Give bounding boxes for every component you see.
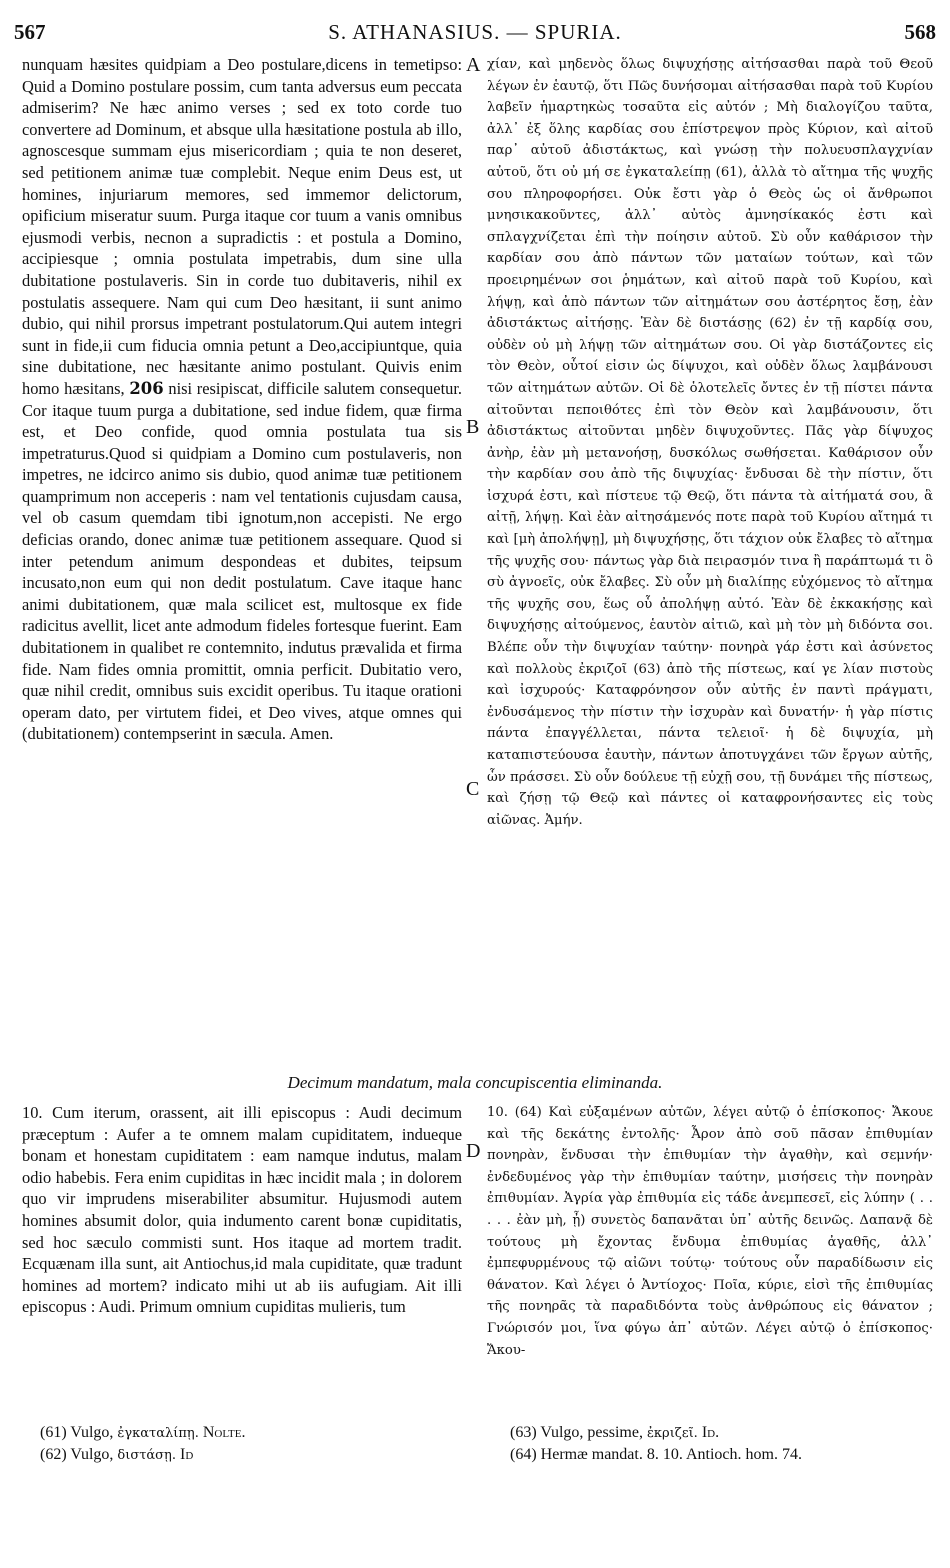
running-header bbox=[14, 20, 936, 44]
left-page-number: 567 bbox=[14, 20, 46, 44]
footnote-63 bbox=[510, 1422, 930, 1444]
margin-letter-d: D bbox=[466, 1140, 481, 1162]
footnote-64 bbox=[510, 1444, 930, 1465]
footnote-greek: ἐγκαταλίπῃ. bbox=[117, 1426, 199, 1441]
footnotes-right bbox=[510, 1422, 930, 1465]
greek-column-top bbox=[487, 54, 933, 894]
footnote-61 bbox=[40, 1422, 460, 1444]
latin-text-continued: nisi resipiscat, difficile salutem consequetur. Cor itaque tuum purga a dubitatione, sed indue fidem, quæ firma est, et Deo confide, quod omnia postulata tua sis impetraturus.Quod si quidpiam a Domino cum postulaveris, non impetres, ne idcirco animo sis dubio, quod animæ tuæ petitionem quamprimum non acceperis : nam vel tentationis cujusdam causa, vel ob casum quemdam tibi ignotum,non accepisti. Ne ergo deficias orando, donec animæ tuæ petitionem assequare. Quod si inter petendum animum despondeas et dubites, teipsum incusato,non eum qui non dedit postulatum. Cave itaque hanc animi dubitationem, quæ mala scilicet est, multosque ex fide radicitus avellit, licet ante admodum fideles fortesque fuerint. Eam dubitationem in qualibet re contemnito, indutus prævalida et firma fide. Nam fides omnia promittit, omnia perficit. Dubitatio vero, quæ nihil credit, omnibus suis excidit operibus. Tu itaque orationi operam dato, per virtutem fidei, et Deo vives, atque omnes qui (dubitationem) contempserint in sæcula. Amen. bbox=[22, 378, 462, 744]
latin-paragraph bbox=[22, 54, 462, 745]
right-page-number: 568 bbox=[904, 20, 936, 44]
margin-letter-c: C bbox=[466, 778, 480, 800]
section-subtitle: Decimum mandatum, mala concupiscentia eliminanda. bbox=[287, 1073, 663, 1092]
greek-column-bottom bbox=[487, 1102, 933, 1412]
running-title: S. ATHANASIUS. — SPURIA. bbox=[328, 20, 622, 44]
column-number: 206 bbox=[129, 378, 164, 398]
footnote-greek: ἐκριζεῖ. bbox=[646, 1426, 698, 1441]
greek-paragraph: χίαν, καὶ μηδενὸς ὅλως διψυχήσῃς αἰτήσασθαι παρὰ τοῦ Θεοῦ λέγων ἐν ἑαυτῷ, ὅτι Πῶς δυνήσομαι αἰτήσασθαι παρὰ τοῦ Κυρίου λαβεῖν ἡμαρτηκὼς τοσαῦτα εἰς αὐτόν ; Μὴ διαλογίζου ταῦτα, ἀλλ᾽ ἐξ ὅλης καρδίας σου ἐπίστρεψον πρὸς Κύριον, καὶ αἰτοῦ παρ᾽ αὐτοῦ ἀδιστάκτως, καὶ γνώσῃ τὴν πολυευσπλαγχνίαν αὐτοῦ, ὅτι οὐ μή σε ἐγκαταλείπῃ (61), ἀλλὰ τὸ αἴτημα τῆς ψυχῆς σου πληροφορήσει. Οὐκ ἔστι γὰρ ὁ Θεὸς ὡς οἱ ἄνθρωποι μνησικακοῦντες, ἀλλ᾽ αὐτὸς ἀμνησίκακός ἐστι καὶ σπλαγχνίζεται ἐπὶ τὴν ποίησιν αὐτοῦ. Σὺ οὖν καθάρισον τὴν καρδίαν σου ἀπὸ πάντων τῶν ματαίων τούτων, καὶ τῶν προειρημένων σοι ῥημάτων, καὶ αἰτοῦ παρὰ τοῦ Κυρίου, καὶ λήψῃ, καὶ ἀπὸ πάντων τῶν αἰτημάτων σου ἀστέρητος ἔσῃ, ἐὰν ἀδιστάκτως αἰτήσῃς. Ἐὰν δὲ διστάσῃς (62) ἐν τῇ καρδίᾳ σου, οὐδὲν οὐ μὴ λήψῃ τῶν αἰτημάτων σου. Οἱ γὰρ διστάζοντες εἰς τὸν Θεὸν, οὗτοί εἰσιν ὡς δίψυχοι, καὶ οὐδὲν ὅλως λαμβάνουσι τῶν αἰτημάτων αὐτῶν. Οἱ δὲ ὁλοτελεῖς ὄντες ἐν τῇ πίστει πάντα αἰτοῦνται πεποιθότες ἐπὶ τὸν Θεὸν καὶ λαμβάνουσιν, ὅτι ἀδιστάκτως αἰτοῦνται μηδὲν διψυχοῦντες. Πᾶς γὰρ δίψυχος ἀνὴρ, ἐὰν μὴ μετανοήσῃ, δυσκόλως σωθήσεται. Καθάρισον οὖν τὴν καρδίαν σου ἀπὸ τῆς διψυχίας· ἔνδυσαι δὲ τὴν πίστιν, ὅτι ἰσχυρά ἐστι, καὶ πίστευε τῷ Θεῷ, ὅτι πάντα τὰ αἰτήματά σου, ἃ αἰτῇ, λήψῃ. Καὶ ἐὰν αἰτησάμενός ποτε παρὰ τοῦ Κυρίου αἴτημά τι καὶ [μὴ ἀπολήψῃ], μὴ διψυχήσῃς, ὅτι τάχιον οὐκ ἔλαβες τὸ αἴτημα τῆς ψυχῆς σου· πάντως γὰρ διὰ πειρασμόν τινα ἢ παράπτωμά τι ὃ σὺ ἀγνοεῖς, οὐκ ἔλαβες. Σὺ οὖν μὴ διαλίπῃς εὐχόμενος τὸ αἴτημα τῆς ψυχῆς σου, ἕως οὗ ἀπολήψῃ αὐτό. Ἐὰν δὲ ἐκκακήσῃς καὶ διψυχήσῃς αἰτούμενος, ἑαυτὸν αἰτιῶ, καὶ μὴ τὸν μὴ διδόντα σοι. Βλέπε οὖν τὴν διψυχίαν ταύτην· πονηρὰ γάρ ἐστι καὶ ἀσύνετος καὶ πολλοὺς ἐκριζοῖ (63) ἀπὸ τῆς πίστεως, καί γε λίαν πιστοὺς καὶ ἰσχυρούς· Καταφρόνησον οὖν αὐτῆς ἐν παντὶ πράγματι, ἐνδυσάμενος τὴν πίστιν τὴν ἰσχυρὰν καὶ δυνατήν· ἡ γὰρ πίστις πάντα ἐπαγγέλλεται, πάντα τελειοῖ· ἡ δὲ διψυχία, μὴ καταπιστεύουσα ἑαυτὴν, πάντων ἀποτυγχάνει τῶν ἔργων αὐτῆς, ὧν πράσσει. Σὺ οὖν δούλευε τῇ εὐχῇ σου, τῇ δυνάμει τῆς πίστεως, καὶ ζήσῃ τῷ Θεῷ καὶ πάντες οἱ καταφρονήσαντες εἰς τοὺς αἰῶνας. Ἀμήν. bbox=[487, 57, 933, 828]
footnote-label: (62) Vulgo, bbox=[40, 1446, 114, 1463]
greek-section-10: 10. (64) Καὶ εὐξαμένων αὐτῶν, λέγει αὐτῷ ὁ ἐπίσκοπος· Ἄκουε καὶ τῆς δεκάτης ἐντολῆς· Ἆρον ἀπὸ σοῦ πᾶσαν ἐπιθυμίαν πονηρὰν, ἔνδυσαι τὴν ἐπιθυμίαν τὴν ἀγαθὴν, καὶ σεμνήν· ἐνδεδυμένος γὰρ τὴν ἐπιθυμίαν ταύτην, μισήσεις τὴν πονηρὰν ἐπιθυμίαν. Ἀγρία γὰρ ἐπιθυμία εἰς τάδε ἀνεμπεσεῖ, εἰς λύπην ( . . . . . ἐὰν μὴ, ᾖ) συνετὸς δαπανᾶται ὑπ᾽ αὐτῆς δεινῶς. Δαπανᾷ δὲ τούτους μὴ ἔχοντας ἔνδυμα ἐπιθυμίας ἀγαθῆς, ἀλλ᾽ ἐμπεφυρμένους τῷ αἰῶνι τούτῳ· τούτους οὖν παραδίδωσιν εἰς θάνατον. Καὶ λέγει ὁ Ἀντίοχος· Ποῖα, κύριε, εἰσὶ τῆς ἐπιθυμίας τῆς πονηρᾶς τὰ παραδιδόντα τοὺς ἀνθρώπους εἰς θάνατον ; Γνώρισόν μοι, ἵνα φύγω ἀπ᾽ αὐτῶν. Λέγει αὐτῷ ὁ ἐπίσκοπος· Ἄκου- bbox=[487, 1105, 933, 1358]
footnote-greek: διστάσῃ. bbox=[117, 1448, 176, 1463]
margin-letter-b: B bbox=[466, 416, 480, 438]
margin-letter-a: A bbox=[466, 54, 481, 76]
latin-text: nunquam hæsites quidpiam a Deo postulare,dicens in temetipso: Quid a Domino postulare possim, cum tanta adversus eum peccata admiserim? Ne hæc animo verses ; sed ex toto corde tuo convertere ad Dominum, et absque ulla hæsitatione postula ab illo, agnoscesque summam ejus misericordiam ; quia te non deseret, sed petitionem animæ tuæ complebit. Neque enim Deus est, ut homines, injuriarum memores, sed immemor delictorum, opificium miseratur suum. Purga itaque cor tuum a vanis omnibus ejusmodi verbis, necnon a supradictis : et postula a Domino, accipiesque ; omnia postulata impetrabis, dum sine ulla dubitatione postulaveris. Sin in corde tuo dubitaveris, nihil ex postulatis assequere. Nam qui cum Deo hæsitant, ii sunt animo dubio, qui nihil prorsus impetrant postulatorum.Qui autem integri sunt in fide,ii cum fiducia omnia petunt a Deo,accipiuntque, quia sine dubitatione, nec hæsitante animo postulant. Quivis enim homo hæsitans, bbox=[22, 55, 462, 398]
footnote-62 bbox=[40, 1444, 460, 1466]
footnote-label: (61) Vulgo, bbox=[40, 1424, 114, 1441]
footnote-label: (63) Vulgo, pessime, bbox=[510, 1424, 643, 1441]
latin-column-bottom bbox=[22, 1102, 462, 1412]
footnote-label: (64) Hermæ mandat. 8. 10. Antioch. hom. 74. bbox=[510, 1446, 802, 1463]
footnote-author: Id. bbox=[701, 1424, 720, 1441]
footnotes-left bbox=[40, 1422, 460, 1466]
latin-section-10: 10. Cum iterum, orassent, ait illi episcopus : Audi decimum præceptum : Aufer a te omnem malam cupiditatem, indueque bonam et honestam cupiditatem : eam namque indutus, malam odio habebis. Fera enim cupiditas in hæc incidit mala ; in dolorem quo vir imprudens miserabiliter absumitur. Hujusmodi autem homines absumit dolor, quia indumento carent bonæ cupiditatis, sed hoc sæculo commisti sunt. Hos itaque ad mortem tradit. Ecquænam illa sunt, ait Antiochus,id mala cupiditate, quæ tradunt homines ad mortem? indicato mihi ut ab iis aufugiam. Ait illi episcopus : Audi. Primum omnium cupiditas mulieris, tum bbox=[22, 1103, 462, 1317]
footnote-author: Nolte. bbox=[202, 1424, 246, 1441]
footnote-author: Id bbox=[179, 1446, 194, 1463]
latin-column-top bbox=[22, 54, 462, 894]
